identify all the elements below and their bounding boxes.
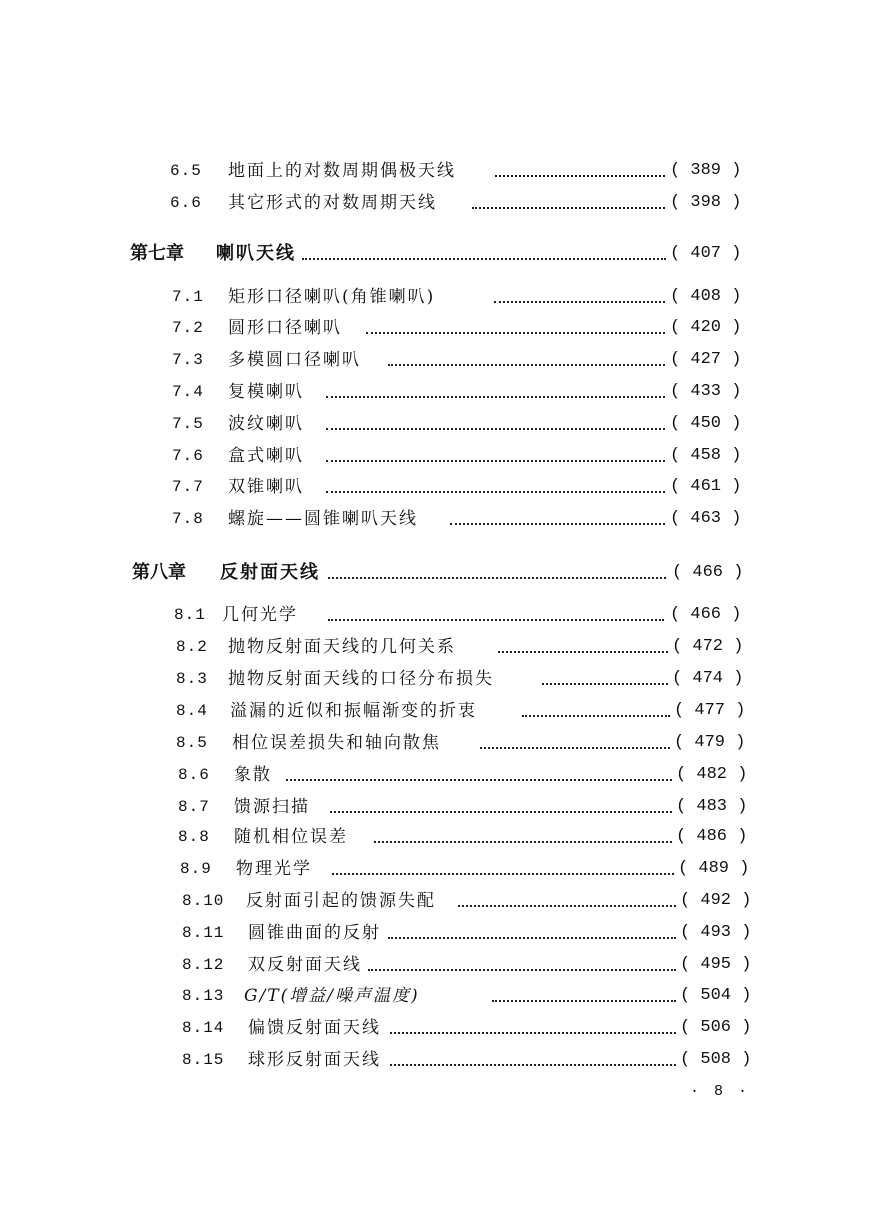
page-ref: ( 408 ) [670,287,742,306]
section-number: 8.11 [182,924,225,942]
toc-entry-8-10[interactable] [182,886,782,916]
toc-entry-8-4[interactable] [176,696,776,726]
dot-leader [374,841,672,843]
dot-leader [542,683,668,685]
page-ref: ( 398 ) [670,193,742,212]
toc-entry-7-4[interactable] [172,377,772,407]
page-ref: ( 483 ) [676,797,748,816]
section-title: 圆形口径喇叭 [228,318,342,338]
dot-leader [450,523,665,525]
section-title: 物理光学 [236,859,312,879]
dot-leader [494,301,665,303]
page-ref: ( 492 ) [680,891,752,910]
section-title: 偏馈反射面天线 [248,1018,381,1038]
toc-entry-7-6[interactable] [172,441,772,471]
section-number: 8.4 [176,702,208,720]
chapter-number: 第八章 [132,562,186,583]
toc-entry-6-5[interactable] [170,156,770,186]
toc-entry-8-11[interactable] [182,918,782,948]
toc-entry-8-2[interactable] [176,632,776,662]
toc-chapter-8[interactable] [132,558,772,588]
section-title: 波纹喇叭 [228,414,304,434]
toc-entry-8-14[interactable] [182,1013,782,1043]
page-ref: ( 461 ) [670,477,742,496]
dot-leader [480,747,670,749]
dot-leader [332,873,674,875]
section-number: 7.5 [172,415,204,433]
chapter-number: 第七章 [130,243,184,264]
section-number: 7.6 [172,447,204,465]
section-number: 8.8 [178,828,210,846]
section-title: 双锥喇叭 [228,477,304,497]
section-title: 随机相位误差 [234,827,348,847]
section-number: 7.1 [172,288,204,306]
section-title: 螺旋——圆锥喇叭天线 [228,509,418,529]
section-title: 双反射面天线 [248,955,362,975]
section-title: 几何光学 [222,605,298,625]
section-title: 其它形式的对数周期天线 [228,193,437,213]
dot-leader [326,428,665,430]
dot-leader [388,937,676,939]
dot-leader [495,175,665,177]
page-ref: ( 466 ) [670,605,742,624]
section-title: 抛物反射面天线的口径分布损失 [228,669,494,689]
toc-entry-8-9[interactable] [180,854,780,884]
section-number: 6.5 [170,162,202,180]
section-number: 8.2 [176,638,208,656]
section-title: 复模喇叭 [228,382,304,402]
section-number: 8.10 [182,892,225,910]
section-number: 8.6 [178,766,210,784]
page-ref: ( 477 ) [674,701,746,720]
section-number: 8.7 [178,798,210,816]
dot-leader [498,651,668,653]
section-number: 8.5 [176,734,208,752]
section-number: 7.3 [172,351,204,369]
page-ref: ( 420 ) [670,318,742,337]
toc-entry-8-3[interactable] [176,664,776,694]
dot-leader [388,364,665,366]
dot-leader [390,1032,676,1034]
dot-leader [286,779,672,781]
section-number: 8.12 [182,956,225,974]
page-ref: ( 458 ) [670,446,742,465]
section-number: 7.4 [172,383,204,401]
section-number: 8.3 [176,670,208,688]
dot-leader [328,619,664,621]
toc-entry-7-8[interactable] [172,504,772,534]
page-ref: ( 504 ) [680,986,752,1005]
dot-leader [522,715,670,717]
section-title: 象散 [234,765,272,785]
toc-entry-7-1[interactable] [172,282,772,312]
page-ref: ( 474 ) [672,669,744,688]
page-ref: ( 508 ) [680,1050,752,1069]
page-ref: ( 389 ) [670,161,742,180]
section-number: 8.13 [182,987,225,1005]
section-number: 8.9 [180,860,212,878]
dot-leader [492,1000,676,1002]
page-ref: ( 495 ) [680,955,752,974]
chapter-title: 反射面天线 [220,562,320,583]
section-number: 8.1 [174,606,206,624]
toc-entry-8-5[interactable] [176,728,776,758]
section-title: 相位误差损失和轴向散焦 [232,733,441,753]
toc-entry-6-6[interactable] [170,188,770,218]
section-title: 圆锥曲面的反射 [248,923,381,943]
toc-entry-8-15[interactable] [182,1045,782,1075]
section-title: 抛物反射面天线的几何关系 [228,637,456,657]
page-ref: ( 427 ) [670,350,742,369]
page-ref: ( 450 ) [670,414,742,433]
toc-entry-7-3[interactable] [172,345,772,375]
section-title: 地面上的对数周期偶极天线 [228,161,456,181]
page-ref: ( 466 ) [672,563,744,582]
dot-leader [326,396,665,398]
page-ref: ( 486 ) [676,827,748,846]
dot-leader [366,332,665,334]
page-ref: ( 493 ) [680,923,752,942]
section-title: 盒式喇叭 [228,446,304,466]
dot-leader [458,905,676,907]
toc-entry-8-6[interactable] [178,760,778,790]
page-number: · 8 · [690,1083,751,1100]
page-ref: ( 489 ) [678,859,750,878]
dot-leader [328,577,666,579]
section-title: 矩形口径喇叭(角锥喇叭) [228,287,436,307]
section-title: 馈源扫描 [234,797,310,817]
dot-leader [472,207,665,209]
section-title: G/T(增益/噪声温度) [244,986,420,1006]
toc-entry-8-7[interactable] [178,792,778,822]
page-ref: ( 433 ) [670,382,742,401]
section-title: 球形反射面天线 [248,1050,381,1070]
page-ref: ( 407 ) [670,244,742,263]
toc-entry-7-2[interactable] [172,313,772,343]
page-ref: ( 482 ) [676,765,748,784]
dot-leader [390,1064,676,1066]
toc-entry-7-5[interactable] [172,409,772,439]
toc-entry-8-1[interactable] [174,600,774,630]
toc-entry-8-13[interactable] [182,981,782,1011]
page-ref: ( 463 ) [670,509,742,528]
section-title: 多模圆口径喇叭 [228,350,361,370]
dot-leader [330,811,672,813]
section-number: 7.2 [172,319,204,337]
toc-entry-7-7[interactable] [172,472,772,502]
page-ref: ( 472 ) [672,637,744,656]
dot-leader [368,969,676,971]
toc-entry-8-8[interactable] [178,822,778,852]
section-number: 8.15 [182,1051,225,1069]
section-number: 7.8 [172,510,204,528]
chapter-title: 喇叭天线 [216,243,296,264]
section-number: 6.6 [170,194,202,212]
section-number: 8.14 [182,1019,225,1037]
dot-leader [326,491,665,493]
page-ref: ( 506 ) [680,1018,752,1037]
toc-chapter-7[interactable] [130,239,770,269]
dot-leader [326,460,665,462]
page-ref: ( 479 ) [674,733,746,752]
dot-leader [302,258,666,260]
toc-entry-8-12[interactable] [182,950,782,980]
section-title: 溢漏的近似和振幅渐变的折衷 [230,701,477,721]
section-title: 反射面引起的馈源失配 [246,891,436,911]
section-number: 7.7 [172,478,204,496]
